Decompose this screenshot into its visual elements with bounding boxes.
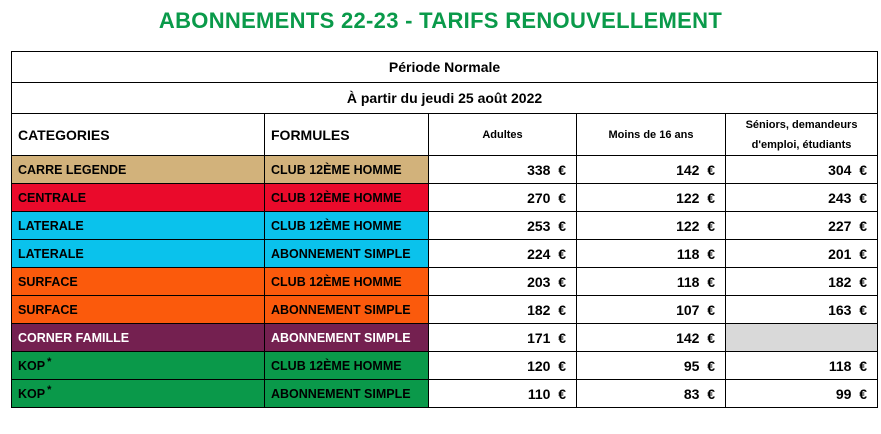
category-cell	[12, 268, 265, 296]
price-adultes	[429, 156, 577, 184]
euro-symbol: €	[707, 189, 715, 206]
table-row	[12, 296, 878, 324]
empty-price-cell	[726, 324, 878, 352]
price-value: 83	[683, 385, 700, 402]
price-moins16	[577, 240, 726, 268]
category-label: CENTRALE	[18, 190, 87, 205]
header-categories: CATEGORIES	[12, 114, 265, 156]
price-value: 118	[828, 357, 852, 374]
asterisk-mark: *	[47, 383, 52, 396]
price-adultes	[429, 324, 577, 352]
price-value: 110	[527, 385, 551, 402]
price-value: 142	[676, 161, 700, 178]
euro-symbol: €	[707, 385, 715, 402]
formula-label: CLUB 12ÈME HOMME	[271, 274, 402, 289]
formula-cell	[265, 296, 429, 324]
price-adultes	[429, 212, 577, 240]
formula-cell	[265, 352, 429, 380]
euro-symbol: €	[558, 161, 566, 178]
price-value: 118	[676, 245, 700, 262]
formula-cell	[265, 380, 429, 408]
price-seniors	[726, 268, 878, 296]
formula-cell	[265, 212, 429, 240]
category-label: LATERALE	[18, 218, 84, 233]
euro-symbol: €	[707, 329, 715, 346]
price-value: 253	[527, 217, 551, 234]
period-label: Période Normale	[12, 52, 878, 83]
tarifs-table	[11, 51, 878, 408]
euro-symbol: €	[859, 385, 868, 402]
formula-cell	[265, 240, 429, 268]
formula-cell	[265, 268, 429, 296]
formula-label: ABONNEMENT SIMPLE	[271, 386, 411, 401]
category-cell	[12, 296, 265, 324]
table-row	[12, 156, 878, 184]
formula-label: ABONNEMENT SIMPLE	[271, 302, 411, 317]
price-seniors	[726, 184, 878, 212]
price-moins16	[577, 268, 726, 296]
table-row	[12, 184, 878, 212]
price-moins16	[577, 324, 726, 352]
euro-symbol: €	[859, 161, 868, 178]
header-seniors-line2: d'emploi, étudiants	[751, 138, 852, 151]
euro-symbol: €	[859, 273, 868, 290]
price-value: 163	[828, 301, 852, 318]
formula-label: CLUB 12ÈME HOMME	[271, 162, 402, 177]
table-row	[12, 380, 878, 408]
euro-symbol: €	[558, 245, 566, 262]
category-cell	[12, 324, 265, 352]
euro-symbol: €	[859, 217, 868, 234]
table-row	[12, 324, 878, 352]
price-adultes	[429, 240, 577, 268]
formula-cell	[265, 156, 429, 184]
price-seniors	[726, 156, 878, 184]
formula-label: CLUB 12ÈME HOMME	[271, 218, 402, 233]
price-moins16	[577, 296, 726, 324]
price-value: 338	[527, 161, 551, 178]
header-adultes: Adultes	[429, 114, 577, 156]
price-value: 99	[835, 385, 852, 402]
price-value: 120	[527, 357, 551, 374]
price-value: 142	[676, 329, 700, 346]
price-adultes	[429, 184, 577, 212]
price-value: 227	[828, 217, 852, 234]
euro-symbol: €	[558, 329, 566, 346]
price-value: 122	[676, 217, 700, 234]
category-label: CARRE LEGENDE	[18, 162, 127, 177]
formula-cell	[265, 324, 429, 352]
header-formules: FORMULES	[265, 114, 429, 156]
price-adultes	[429, 352, 577, 380]
asterisk-mark: *	[47, 355, 52, 368]
price-value: 122	[676, 189, 700, 206]
table-row	[12, 352, 878, 380]
price-adultes	[429, 296, 577, 324]
start-date-label: À partir du jeudi 25 août 2022	[12, 83, 878, 114]
price-seniors	[726, 352, 878, 380]
table-row	[12, 212, 878, 240]
euro-symbol: €	[558, 301, 566, 318]
header-seniors	[726, 114, 878, 156]
euro-symbol: €	[859, 301, 868, 318]
formula-label: ABONNEMENT SIMPLE	[271, 246, 411, 261]
euro-symbol: €	[859, 189, 868, 206]
euro-symbol: €	[558, 217, 566, 234]
category-cell	[12, 184, 265, 212]
price-moins16	[577, 352, 726, 380]
price-seniors	[726, 212, 878, 240]
euro-symbol: €	[707, 217, 715, 234]
price-value: 304	[828, 161, 852, 178]
header-moins16: Moins de 16 ans	[577, 114, 726, 156]
category-label: KOP	[18, 358, 46, 373]
price-seniors	[726, 380, 878, 408]
price-adultes	[429, 268, 577, 296]
category-cell	[12, 352, 265, 380]
header-seniors-line1: Séniors, demandeurs	[745, 118, 858, 131]
price-value: 203	[527, 273, 551, 290]
price-value: 270	[527, 189, 551, 206]
formula-cell	[265, 184, 429, 212]
euro-symbol: €	[558, 273, 566, 290]
price-adultes	[429, 380, 577, 408]
category-label: SURFACE	[18, 274, 78, 289]
euro-symbol: €	[859, 245, 868, 262]
price-value: 224	[527, 245, 551, 262]
period-row	[12, 52, 878, 83]
category-label: LATERALE	[18, 246, 84, 261]
euro-symbol: €	[707, 301, 715, 318]
price-seniors	[726, 240, 878, 268]
table-row	[12, 268, 878, 296]
table-row	[12, 240, 878, 268]
formula-label: CLUB 12ÈME HOMME	[271, 190, 402, 205]
price-moins16	[577, 380, 726, 408]
header-row	[12, 114, 878, 156]
category-cell	[12, 380, 265, 408]
euro-symbol: €	[707, 357, 715, 374]
category-cell	[12, 240, 265, 268]
price-moins16	[577, 212, 726, 240]
category-label: SURFACE	[18, 302, 78, 317]
date-row	[12, 83, 878, 114]
price-value: 182	[828, 273, 852, 290]
euro-symbol: €	[558, 357, 566, 374]
formula-label: CLUB 12ÈME HOMME	[271, 358, 402, 373]
price-value: 107	[676, 301, 700, 318]
price-value: 171	[527, 329, 551, 346]
euro-symbol: €	[707, 245, 715, 262]
formula-label: ABONNEMENT SIMPLE	[271, 330, 411, 345]
euro-symbol: €	[558, 385, 566, 402]
price-value: 243	[828, 189, 852, 206]
price-moins16	[577, 156, 726, 184]
category-label: CORNER FAMILLE	[18, 330, 130, 345]
euro-symbol: €	[558, 189, 566, 206]
price-moins16	[577, 184, 726, 212]
price-value: 95	[683, 357, 700, 374]
euro-symbol: €	[707, 273, 715, 290]
price-value: 201	[828, 245, 852, 262]
euro-symbol: €	[707, 161, 715, 178]
category-label: KOP	[18, 386, 46, 401]
price-seniors	[726, 296, 878, 324]
page-title: ABONNEMENTS 22-23 - TARIFS RENOUVELLEMENT	[158, 8, 723, 33]
price-value: 118	[676, 273, 700, 290]
euro-symbol: €	[859, 357, 868, 374]
category-cell	[12, 156, 265, 184]
category-cell	[12, 212, 265, 240]
price-value: 182	[527, 301, 551, 318]
